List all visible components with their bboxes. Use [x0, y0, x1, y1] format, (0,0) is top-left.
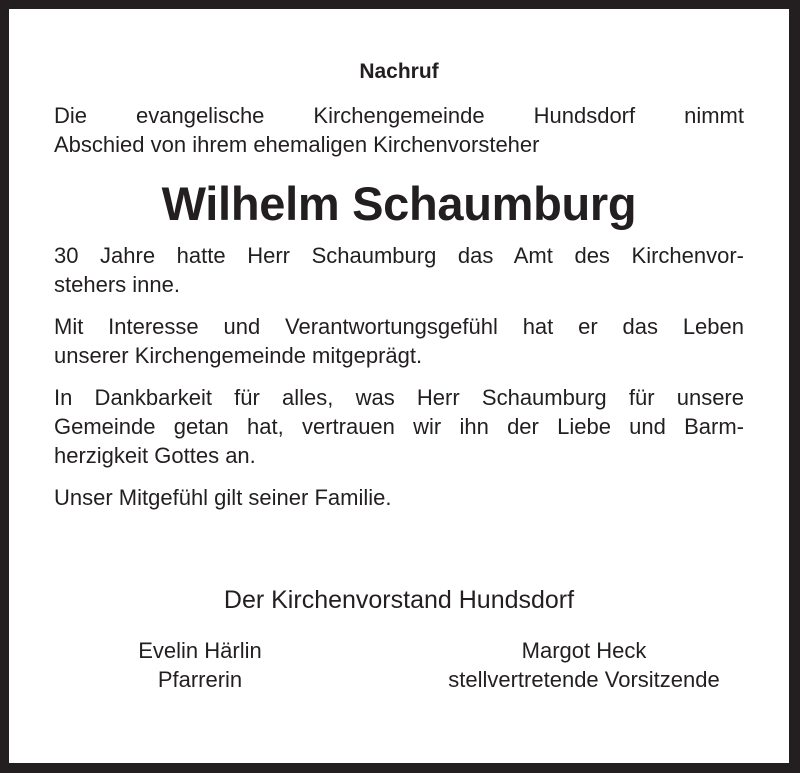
paragraph-condolence	[54, 483, 744, 512]
paragraph-line: 30 Jahre hatte Herr Schaumburg das Amt des Kirchenvor-	[54, 243, 744, 268]
signature-organization: Der Kirchenvorstand Hundsdorf	[223, 586, 575, 614]
paragraph-line: In Dankbarkeit für alles, was Herr Schaumburg für unsere	[54, 385, 744, 410]
paragraph-tenure	[54, 241, 744, 299]
paragraph-line: Unser Mitgefühl gilt seiner Familie.	[54, 485, 392, 510]
signatory-right	[419, 636, 749, 694]
paragraph-line: unserer Kirchengemeinde mitgeprägt.	[54, 343, 423, 368]
obituary-notice	[9, 9, 789, 763]
signatory-role: Pfarrerin	[157, 667, 243, 692]
paragraph-line: herzigkeit Gottes an.	[54, 443, 256, 468]
paragraph-line: Gemeinde getan hat, vertrauen wir ihn der Liebe und Barm-	[54, 414, 744, 439]
signatory-name: Evelin Härlin	[138, 638, 262, 663]
paragraph-line: Mit Interesse und Verantwortungsgefühl hat er das Leben	[54, 314, 744, 339]
paragraph-line: stehers inne.	[54, 272, 180, 297]
paragraph-engagement	[54, 312, 744, 370]
intro-paragraph	[54, 101, 744, 159]
notice-heading: Nachruf	[359, 60, 439, 83]
deceased-name: Wilhelm Schaumburg	[161, 177, 637, 230]
signatory-left	[109, 636, 291, 694]
intro-line: Die evangelische Kirchengemeinde Hundsdorf nimmt	[54, 103, 744, 128]
paragraph-gratitude	[54, 383, 744, 470]
signatory-name: Margot Heck	[521, 638, 647, 663]
intro-line: Abschied von ihrem ehemaligen Kirchenvorsteher	[54, 132, 540, 157]
signatory-role: stellvertretende Vorsitzende	[448, 667, 720, 692]
